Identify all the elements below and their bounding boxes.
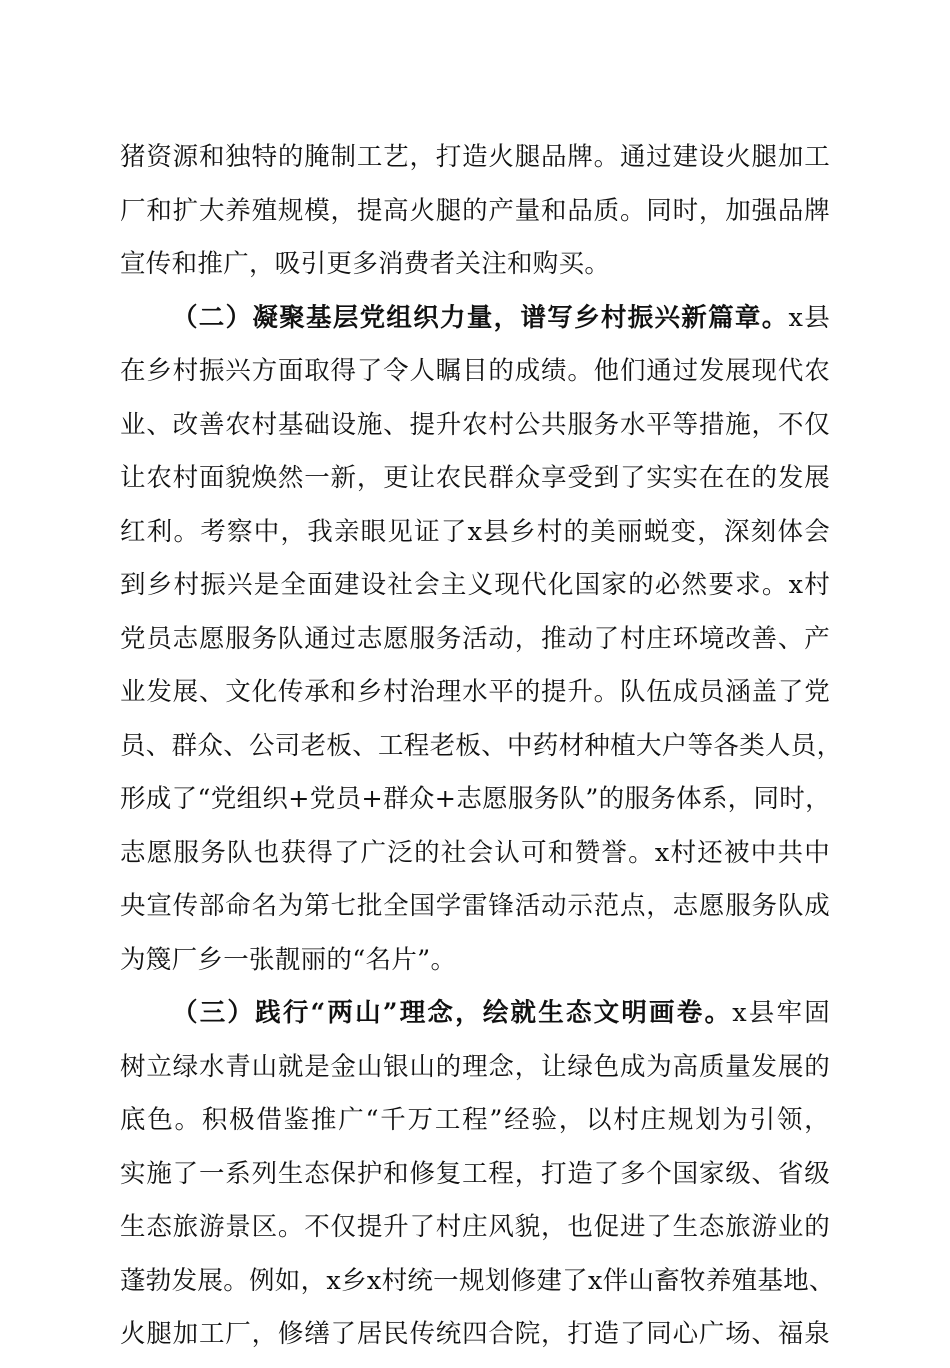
document-body bbox=[120, 137, 843, 1368]
paragraph-ecological-civilization bbox=[120, 993, 835, 1368]
section-heading: （三）践行“两山”理念，绘就生态文明画卷。 bbox=[172, 998, 733, 1028]
text-line: 党员志愿服务队通过志愿服务活动，推动了村庄环境改善、产 bbox=[120, 623, 830, 654]
text-line: 为篾厂乡一张靓丽的“名片”。 bbox=[120, 944, 457, 975]
text-line: 央宣传部命名为第七批全国学雷锋活动示范点，志愿服务队成 bbox=[120, 891, 830, 921]
heading-line bbox=[120, 993, 830, 1047]
text-line: 业发展、文化传承和乡村治理水平的提升。队伍成员涵盖了党 bbox=[120, 677, 830, 707]
section-heading: （二）凝聚基层党组织力量，谱写乡村振兴新篇章。 bbox=[172, 302, 789, 333]
text-line: 红利。考察中，我亲眼见证了x县乡村的美丽蜕变，深刻体会 bbox=[120, 516, 830, 547]
text-line: 实施了一系列生态保护和修复工程，打造了多个国家级、省级 bbox=[120, 1158, 830, 1189]
paragraph-continuation bbox=[120, 137, 830, 298]
text-line: 蓬勃发展。例如，x乡x村统一规划修建了x伴山畜牧养殖基地、 bbox=[120, 1265, 835, 1296]
text-line: 猪资源和独特的腌制工艺，打造火腿品牌。通过建设火腿加工 bbox=[120, 142, 830, 172]
text-span: x县牢固 bbox=[732, 998, 830, 1028]
text-line: 厂和扩大养殖规模，提高火腿的产量和品质。同时，加强品牌 bbox=[120, 195, 830, 226]
text-line: 生态旅游景区。不仅提升了村庄风貌，也促进了生态旅游业的 bbox=[120, 1212, 830, 1242]
text-span: x县 bbox=[788, 302, 831, 333]
paragraph-rural-revitalization bbox=[120, 298, 843, 994]
text-line: 树立绿水青山就是金山银山的理念，让绿色成为高质量发展的 bbox=[120, 1051, 830, 1082]
text-line: 形成了“党组织+党员+群众+志愿服务队”的服务体系，同时， bbox=[120, 784, 831, 814]
text-line: 宣传和推广，吸引更多消费者关注和购买。 bbox=[120, 249, 611, 279]
heading-line bbox=[120, 298, 830, 352]
text-line: 业、改善农村基础设施、提升农村公共服务水平等措施，不仅 bbox=[120, 409, 830, 440]
text-line: 员、群众、公司老板、工程老板、中药材种植大户等各类人员， bbox=[120, 730, 843, 761]
text-line: 让农村面貌焕然一新，更让农民群众享受到了实实在在的发展 bbox=[120, 463, 830, 493]
text-line: 火腿加工厂，修缮了居民传统四合院，打造了同心广场、福泉 bbox=[120, 1319, 830, 1349]
text-line: 到乡村振兴是全面建设社会主义现代化国家的必然要求。x村 bbox=[120, 570, 830, 600]
text-line: 在乡村振兴方面取得了令人瞩目的成绩。他们通过发展现代农 bbox=[120, 356, 830, 386]
text-line: 志愿服务队也获得了广泛的社会认可和赞誉。x村还被中共中 bbox=[120, 837, 830, 868]
text-line: 底色。积极借鉴推广“千万工程”经验，以村庄规划为引领， bbox=[120, 1105, 830, 1135]
